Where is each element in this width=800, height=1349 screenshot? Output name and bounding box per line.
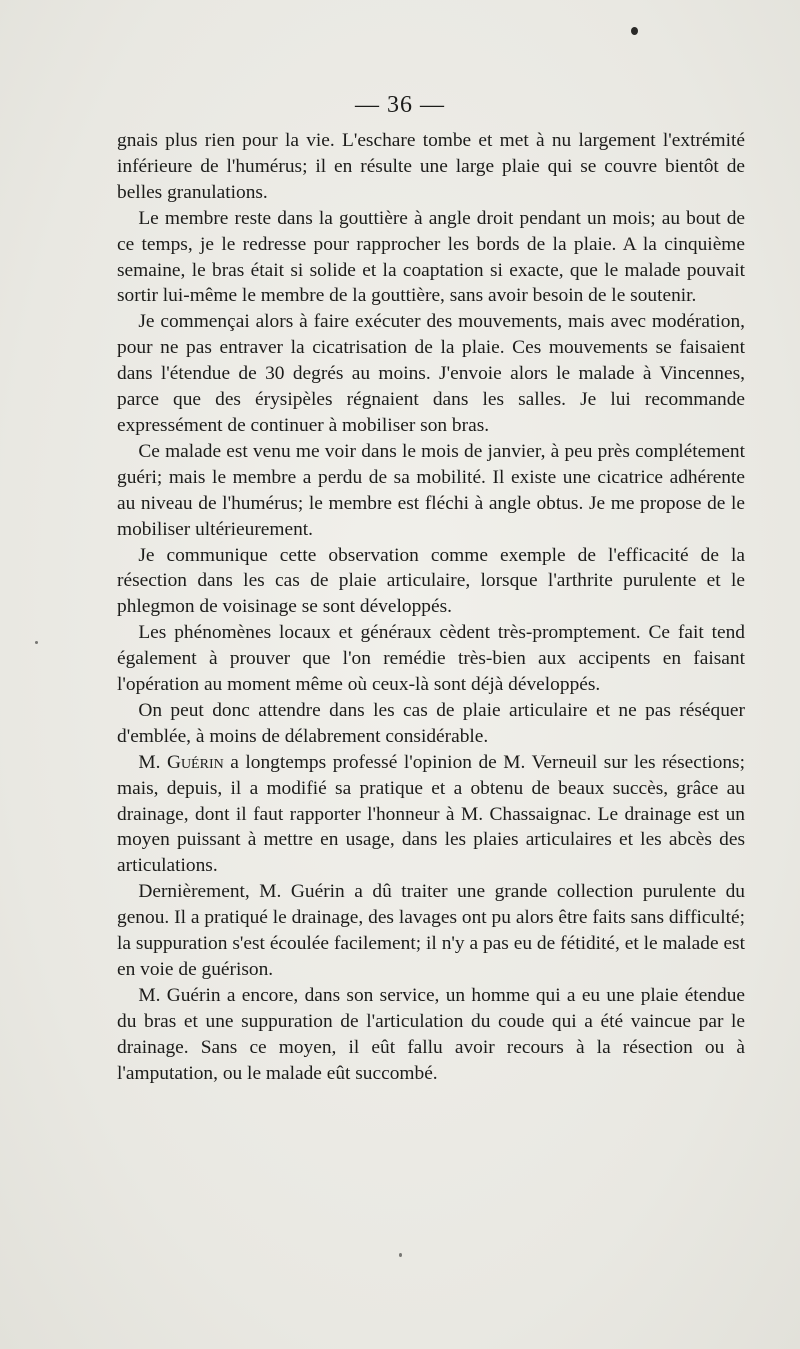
page-number: — 36 —: [355, 92, 445, 118]
paragraph: Je commençai alors à faire exécuter des mouvements, mais avec modération, pour ne pas entraver la cicatrisation de la plaie. Ces mouvements se faisaient dans l'étendue de 30 degrés au moins. J'envoie alors le malade à Vincennes, parce que des érysipèles régnaient dans les salles. Je lui recommande expressément de continuer à mobiliser son bras.: [117, 311, 745, 436]
body-text: [117, 128, 745, 1087]
paragraph: Dernièrement, M. Guérin a dû traiter une grande collection purulente du genou. Il a pratiqué le drainage, des lavages ont pu alors être faits sans difficulté; la suppuration s'est écoulée facilement; il n'y a pas eu de fétidité, et le malade est en voie de guérison.: [117, 881, 745, 980]
paragraph: Les phénomènes locaux et généraux cèdent très-promptement. Ce fait tend également à prouver que l'on remédie très-bien aux accipents en faisant l'opération au moment même où ceux-là sont déjà développés.: [117, 622, 745, 696]
paragraph: Ce malade est venu me voir dans le mois de janvier, à peu près complétement guéri; mais le membre a perdu de sa mobilité. Il existe une cicatrice adhérente au niveau de l'humérus; le membre est fléchi à angle obtus. Je me propose de le mobiliser ultérieurement.: [117, 440, 745, 540]
paragraph-speaker: [117, 750, 745, 880]
paragraph: M. Guérin a encore, dans son service, un homme qui a eu une plaie étendue du bras et une suppuration de l'articulation du coude qui a été vaincue par le drainage. Sans ce moyen, il eût fallu avoir recours à la résection ou à l'amputation, ou le malade eût succombé.: [117, 984, 745, 1084]
ink-speck: [35, 641, 38, 644]
ink-speck: [399, 1253, 402, 1257]
paragraph: Je communique cette observation comme exemple de l'efficacité de la résection dans les cas de plaie articulaire, lorsque l'arthrite purulente et le phlegmon de voisinage se sont développés.: [117, 544, 745, 618]
speaker-name: M. Guérin: [138, 751, 224, 773]
paragraph: gnais plus rien pour la vie. L'eschare tombe et met à nu largement l'extrémité inférieure de l'humérus; il en résulte une large plaie qui se couvre bientôt de belles granulations.: [117, 130, 745, 203]
paragraph-text: a longtemps professé l'opinion de M. Verneuil sur les résections; mais, depuis, il a modifié sa pratique et a obtenu de beaux succès, grâce au drainage, dont il faut rapporter l'honneur à M. Chassaignac. Le drainage est un moyen puissant à mettre en usage, dans les plaies articulaires et les abcès des articulations.: [117, 751, 745, 877]
paragraph: On peut donc attendre dans les cas de plaie articulaire et ne pas réséquer d'emblée, à moins de délabrement considérable.: [117, 699, 745, 747]
ink-speck: [631, 27, 638, 35]
paragraph: Le membre reste dans la gouttière à angle droit pendant un mois; au bout de ce temps, je le redresse pour rapprocher les bords de la plaie. A la cinquième semaine, le bras était si solide et la coaptation si exacte, que le malade pouvait sortir lui-même le membre de la gouttière, sans avoir besoin de le soutenir.: [117, 207, 745, 307]
